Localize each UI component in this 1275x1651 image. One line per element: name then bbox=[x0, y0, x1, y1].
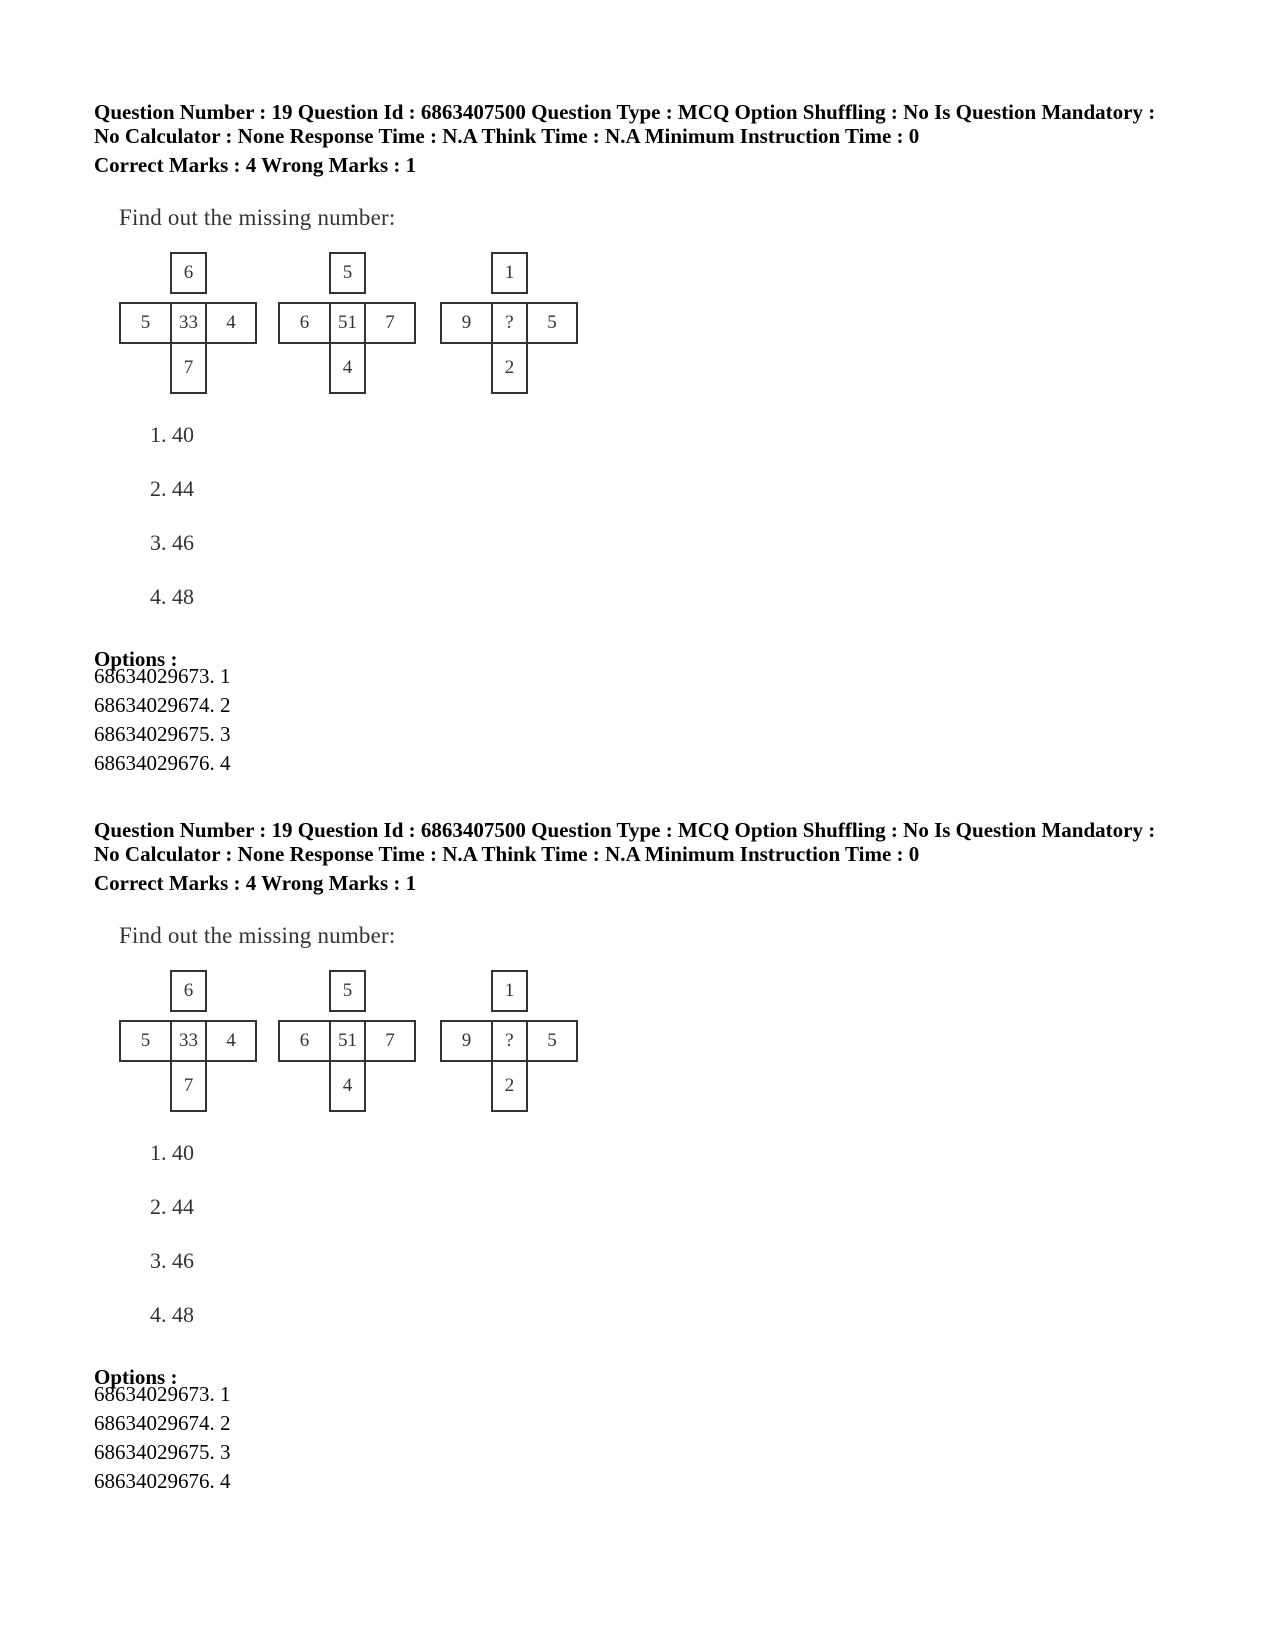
question-header bbox=[94, 100, 1204, 148]
cross-cell-right: 5 bbox=[526, 302, 578, 344]
cross-cell-top: 6 bbox=[170, 970, 207, 1012]
cross-cell-top: 5 bbox=[329, 252, 366, 294]
cross-cell-top: 1 bbox=[491, 252, 528, 294]
answer-choice: 1. 40 bbox=[150, 1140, 194, 1165]
option-item: 68634029673. 1 bbox=[94, 1382, 231, 1406]
answer-choice: 2. 44 bbox=[150, 1194, 194, 1219]
question-block bbox=[0, 0, 1275, 775]
cross-cell-bottom: 2 bbox=[491, 342, 528, 394]
cross-cell-left: 9 bbox=[440, 302, 493, 344]
number-cross-figure bbox=[278, 970, 422, 1114]
question-header bbox=[94, 818, 1204, 866]
cross-cell-center: 51 bbox=[329, 1020, 366, 1062]
option-item: 68634029675. 3 bbox=[94, 1440, 231, 1464]
option-item: 68634029674. 2 bbox=[94, 693, 231, 717]
answer-choice: 1. 40 bbox=[150, 422, 194, 447]
answer-choice: 2. 44 bbox=[150, 476, 194, 501]
option-item: 68634029675. 3 bbox=[94, 722, 231, 746]
cross-cell-bottom: 7 bbox=[170, 1060, 207, 1112]
number-cross-figure bbox=[440, 252, 584, 396]
answer-choice: 3. 46 bbox=[150, 1248, 194, 1273]
cross-cell-bottom: 2 bbox=[491, 1060, 528, 1112]
cross-cell-left: 5 bbox=[119, 1020, 172, 1062]
cross-cell-left: 6 bbox=[278, 302, 331, 344]
cross-cell-left: 5 bbox=[119, 302, 172, 344]
cross-cell-top: 5 bbox=[329, 970, 366, 1012]
header-line-1: Question Number : 19 Question Id : 6863407500 Question Type : MCQ Option Shuffling : No Is Question Mandatory : bbox=[94, 818, 1156, 842]
cross-cell-left: 6 bbox=[278, 1020, 331, 1062]
cross-cell-top: 1 bbox=[491, 970, 528, 1012]
options-title: Options : bbox=[94, 647, 178, 671]
number-cross-figure bbox=[278, 252, 422, 396]
cross-cell-bottom: 4 bbox=[329, 342, 366, 394]
cross-cell-center: 33 bbox=[170, 302, 207, 344]
cross-cell-right: 7 bbox=[364, 302, 416, 344]
number-cross-figure bbox=[119, 252, 263, 396]
question-prompt: Find out the missing number: bbox=[119, 923, 396, 948]
header-line-2: No Calculator : None Response Time : N.A Think Time : N.A Minimum Instruction Time : 0 bbox=[94, 124, 920, 148]
question-block bbox=[0, 718, 1275, 1493]
answer-choice: 4. 48 bbox=[150, 584, 194, 609]
header-line-1: Question Number : 19 Question Id : 6863407500 Question Type : MCQ Option Shuffling : No Is Question Mandatory : bbox=[94, 100, 1156, 124]
cross-cell-bottom: 4 bbox=[329, 1060, 366, 1112]
cross-cell-right: 7 bbox=[364, 1020, 416, 1062]
cross-cell-right: 5 bbox=[526, 1020, 578, 1062]
cross-cell-right: 4 bbox=[205, 302, 257, 344]
option-item: 68634029673. 1 bbox=[94, 664, 231, 688]
cross-cell-bottom: 7 bbox=[170, 342, 207, 394]
options-title: Options : bbox=[94, 1365, 178, 1389]
marks-line: Correct Marks : 4 Wrong Marks : 1 bbox=[94, 153, 417, 177]
number-cross-figure bbox=[119, 970, 263, 1114]
cross-cell-center: ? bbox=[491, 302, 528, 344]
header-line-2: No Calculator : None Response Time : N.A Think Time : N.A Minimum Instruction Time : 0 bbox=[94, 842, 920, 866]
cross-cell-left: 9 bbox=[440, 1020, 493, 1062]
cross-cell-center: 51 bbox=[329, 302, 366, 344]
option-item: 68634029676. 4 bbox=[94, 751, 231, 775]
cross-cell-center: ? bbox=[491, 1020, 528, 1062]
option-item: 68634029674. 2 bbox=[94, 1411, 231, 1435]
cross-cell-top: 6 bbox=[170, 252, 207, 294]
answer-choice: 3. 46 bbox=[150, 530, 194, 555]
cross-cell-center: 33 bbox=[170, 1020, 207, 1062]
question-prompt: Find out the missing number: bbox=[119, 205, 396, 230]
number-cross-figure bbox=[440, 970, 584, 1114]
marks-line: Correct Marks : 4 Wrong Marks : 1 bbox=[94, 871, 417, 895]
answer-choice: 4. 48 bbox=[150, 1302, 194, 1327]
cross-cell-right: 4 bbox=[205, 1020, 257, 1062]
option-item: 68634029676. 4 bbox=[94, 1469, 231, 1493]
